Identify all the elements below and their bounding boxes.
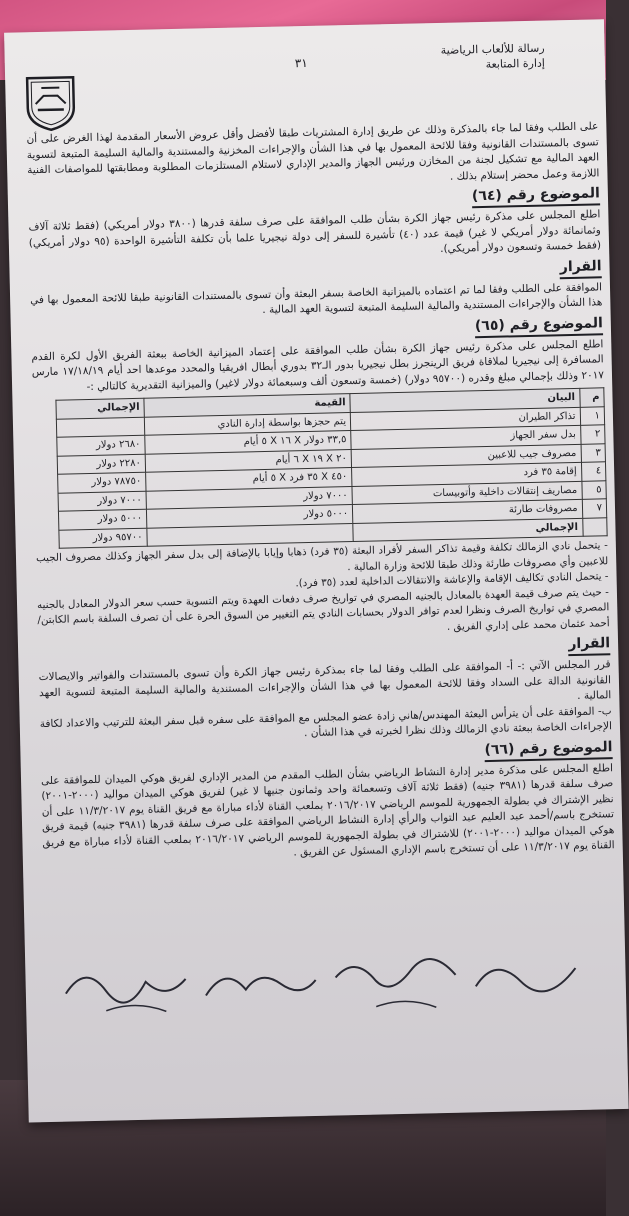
heading-decision-65: القرار	[568, 633, 610, 656]
col-header-item: البيان	[350, 388, 580, 412]
heading-decision-64: القرار	[560, 256, 602, 279]
cell-item: تذاكر الطيران	[350, 407, 580, 431]
cell-total: ٧٨٧٥٠ دولار	[57, 472, 146, 492]
cell-item: مصروف جيب للاعبين	[351, 444, 581, 468]
col-header-index: م	[579, 388, 604, 407]
cell-index: ٧	[582, 499, 607, 518]
cell-total: ٧٠٠٠ دولار	[58, 491, 147, 511]
cell-item: بدل سفر الجهاز	[351, 425, 581, 449]
note-accommodation: - يتحمل النادي تكاليف الإقامة والإعاشة والانتقالات الداخلية لعدد (٣٥ فرد).	[295, 570, 609, 590]
paragraph-topic-66: اطلع المجلس على مذكرة مدير إدارة النشاط الرياضي بشأن الطلب المقدم من المدير الإداري لفريق هوكي الميدان للموافقة على صرف سلفة قدرها (٣٩٨١ جنيه) (فقط ثلاثة آلاف وتسعمائة واحد وثمانون جنيها لا غير) لفريق هوكي الميدان مواليد (٢٠٠٠-٢٠٠١) نظير الإشتراك في بطولة الجمهورية للموسم الرياضي ٢٠١٦/٢٠١٧ بملعب القناة لأداء مباراة مع فريق القناة يوم ١١/٣/٢٠١٧ على أن تستخرج باسم/أحمد عبد العليم عبد التواب والرأي إدارة النشاط الرياضي الموافقة على صرف سلفة قدرها (٣٩٨١ جنيه) قيمة فريق هوكي الميدان مواليد (٢٠٠٠-٢٠٠١) للاشتراك في بطولة الجمهورية للموسم الرياضي ٢٠١٦/٢٠١٧ بملعب القناة لأداء مباراة مع فريق القناة يوم ١١/٣/٢٠١٧ على أن تستخرج باسم الإداري المسئول عن الفريق .	[40, 761, 615, 859]
department-name: إدارة المتابعة	[485, 56, 546, 71]
cell-value	[147, 523, 353, 546]
cell-value: ٧٠٠٠ دولار	[146, 486, 352, 509]
cell-item: مصروفات طارئة	[352, 499, 582, 523]
col-header-value: القيمة	[144, 394, 350, 417]
signatures-icon	[45, 931, 607, 1024]
cell-index: ٣	[581, 443, 606, 462]
cell-item: الإجمالي	[353, 518, 583, 542]
cell-value: ٥٠٠٠ دولار	[146, 505, 352, 528]
cell-index: ٥	[581, 480, 606, 499]
col-header-total: الإجمالي	[56, 398, 145, 418]
cell-index	[582, 517, 607, 536]
club-logo-icon	[23, 73, 78, 132]
cell-total: ٢٦٨٠ دولار	[57, 435, 146, 455]
cell-total: ٥٠٠٠ دولار	[58, 509, 147, 529]
cell-value: يتم حجزها بواسطة إدارة النادي	[144, 412, 350, 435]
paragraph-decision-64: الموافقة على الطلب وفقا لما تم اعتماده بالميزانية الخاصة بسفر البعثة وأن تسوى بالمستندات القانونية طبقا للائحة المعمول بها في هذا الشأن والإجراءات المستندية والمالية السليمة المتبعة لتسوية العهد المالية .	[30, 280, 603, 317]
document-body	[26, 119, 615, 866]
cell-index: ٢	[580, 425, 605, 444]
heading-topic-65: الموضوع رقم (٦٥)	[475, 313, 603, 338]
heading-topic-66: الموضوع رقم (٦٦)	[484, 737, 612, 762]
document-header	[441, 41, 546, 73]
cell-total	[56, 417, 145, 437]
heading-topic-64: الموضوع رقم (٦٤)	[472, 183, 600, 208]
note-exchange: - حيث يتم صرف قيمة العهدة بالمعادل بالجنيه المصري في تواريخ صرف دفعات العهدة ويتم التسوية حسب سعر الدولار المعادل بالجنيه المصري في تواريخ الصرف ونظرا لعدم توافر الدولار بحسابات النادي يتم التغيير من السوق الحرة على أن تصرف السلفة باسم الكابتن/أحمد عثمان محمد على إداري الفريق .	[36, 585, 610, 633]
cell-index: ٤	[581, 462, 606, 481]
paragraph-intro: على الطلب وفقا لما جاء بالمذكرة وذلك عن طريق إدارة المشتريات طبقا لأفضل وأقل عروض الأسعار المقدمة لهذا الغرض على أن تسوى بالمستندات القانونية وفقا للائحة المعمول بها في هذا الشأن والإجراءات المخزنية والمستندية والمالية السليمة المتبعة لتسوية العهد المالية مع تشكيل لجنة من المخازن ورئيس الجهاز والمدير الإداري لاستلام المستلزمات المطلوبة ومطابقتها للمواصفات الفنية اللازمة وعمل محضر إستلام بذلك .	[26, 120, 600, 183]
cell-index: ١	[580, 406, 605, 425]
cell-item: مصاريف إنتقالات داخلية وأتوبيسات	[352, 481, 582, 505]
note-tickets: - يتحمل نادي الزمالك تكلفة وقيمة تذاكر السفر لأفراد البعثة (٣٥ فرد) ذهابا وإيابا بالإضافة إلى بدل سفر الجهاز وكذلك مصروف الجيب للاعبين وأي مصروفات طارئة وذلك طبقا للائحة وزارة المالية .	[35, 539, 609, 573]
cell-total: ٢٢٨٠ دولار	[57, 454, 146, 474]
cell-item: إقامة ٣٥ فرد	[352, 462, 582, 486]
paragraph-decision-65-b: ب- الموافقة على أن يترأس البعثة المهندس/هاني زادة عضو المجلس مع الموافقة على سفره قبل سفر البعثة للترتيب والاعداد لكافة الإجراءات الخاصة ببعثة نادي الزمالك وذلك نظرا لخبرته في هذا الشأن .	[39, 704, 613, 740]
cell-total: ٩٥٧٠٠ دولار	[59, 528, 148, 548]
paragraph-topic-64: اطلع المجلس على مذكرة رئيس جهاز الكرة بشأن طلب الموافقة على صرف سلفة قدرها (٣٨٠٠ دولار أمريكي) (فقط ثلاثة آلاف وثمانمائة دولار أمريكي لا غير) قيمة عدد (٤٠) تأشيرة للسفر إلى دولة نيجيريا علما بأن تكلفة التأشيرة الواحدة (٩٥ دولار أمريكي) (فقط خمسة وتسعون دولار أمريكي).	[28, 208, 602, 255]
document-page	[4, 19, 629, 1122]
paragraph-decision-65-a: قرر المجلس الآتي :- أ- الموافقة على الطلب وفقا لما جاء بمذكرة رئيس جهاز الكرة وأن تسوى بالمستندات والفواتير والايصالات القانونية الدالة على السداد وفقا للائحة المعمول بها في هذا الشأن والإجراءات المستندية والمالية السليمة المتبعة لتسوية العهد المالية .	[38, 658, 612, 702]
paragraph-topic-65: اطلع المجلس على مذكرة رئيس جهاز الكرة بشأن طلب الموافقة على إعتماد الميزانية الخاصة ببعثة الفريق الأول لكرة القدم المسافرة إلى نيجيريا لملاقاة فريق الرينجرز بطل نيجيريا بدور الـ٣٢ بدوري أبطال افريقيا والمحدد موعدها احد أيام ١٧/١٨/١٩ مارس ٢٠١٧ وذلك بإجمالي مبلغ وقدره (٩٥٧٠٠ دولار) (خمسة وتسعون ألف وسبعمائة دولار لاغير) والميزانية التقديرية كالتالي :-	[31, 337, 605, 393]
budget-table	[55, 387, 607, 548]
cell-value: ٤٥٠ X ٣٥ فرد X ٥ أيام	[146, 468, 352, 491]
org-name: رسالة للألعاب الرياضية	[440, 41, 545, 57]
cell-value: ٢٠ X ١٩ X ٦ أيام	[145, 449, 351, 472]
cell-value: ٣٣,٥ دولار X ١٦ X ٥ أيام	[145, 431, 351, 454]
page-number: ٣١	[294, 55, 308, 71]
